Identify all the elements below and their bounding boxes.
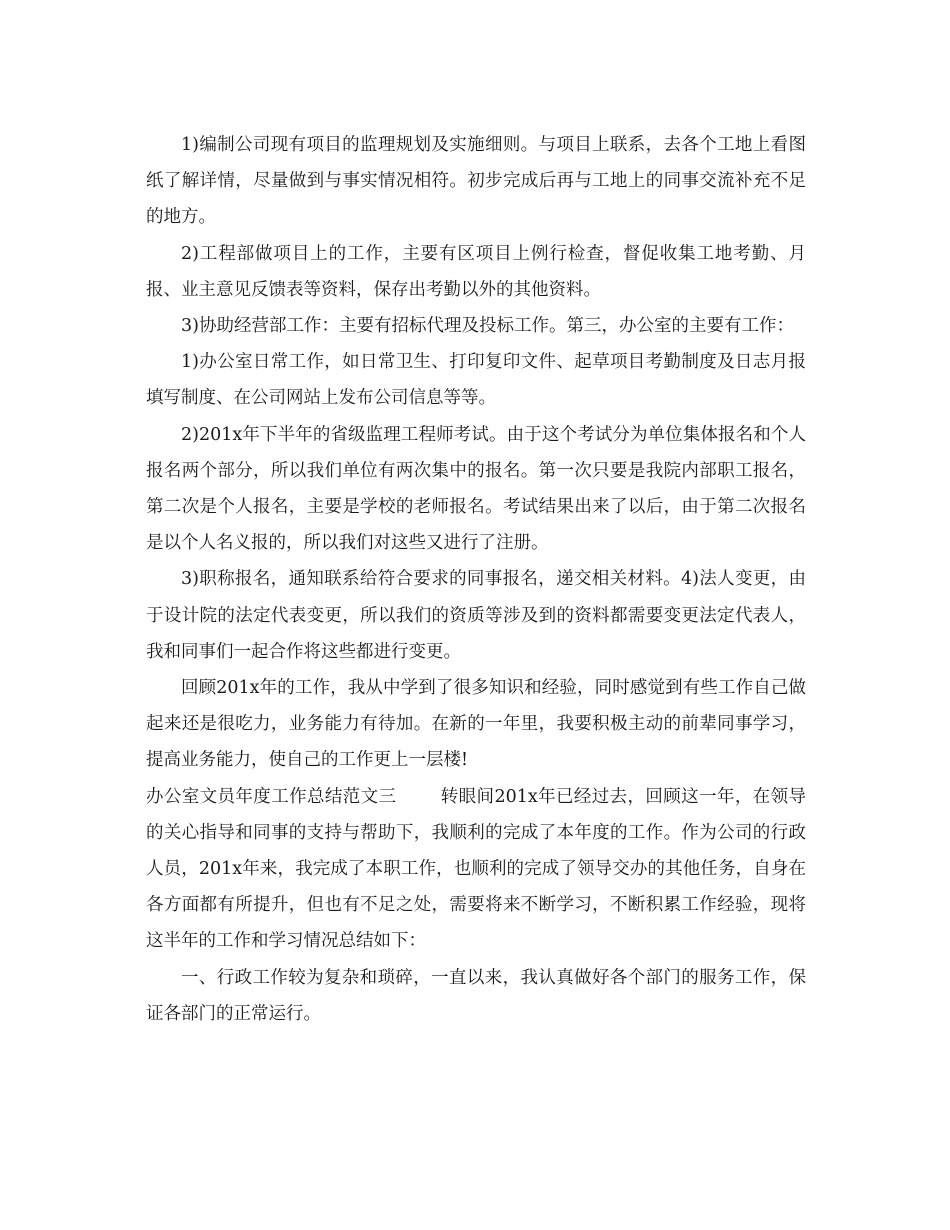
final-paragraph: 一、行政工作较为复杂和琐碎，一直以来，我认真做好各个部门的服务工作，保证各部门的正常运行。 bbox=[146, 967, 806, 1024]
paragraph-4: 1)办公室日常工作，如日常卫生、打印复印文件、起草项目考勤制度及日志月报填写制度、在公司网站上发布公司信息等等。 bbox=[146, 352, 806, 409]
section-intro: 转眼间201x年已经过去，回顾这一年，在领导的关心指导和同事的支持与帮助下，我顺利的完成了本年度的工作。作为公司的行政人员，201x年来，我完成了本职工作，也顺利的完成了领导交办的其他任务，自身在各方面都有所提升，但也有不足之处，需要将来不断学习，不断积累工作经验，现将这半年的工作和学习情况总结如下： bbox=[146, 786, 806, 952]
paragraph-1: 1)编制公司现有项目的监理规划及实施细则。与项目上联系，去各个工地上看图纸了解详情，尽量做到与事实情况相符。初步完成后再与工地上的同事交流补充不足的地方。 bbox=[146, 135, 806, 228]
paragraph-6: 3)职称报名，通知联系给符合要求的同事报名，递交相关材料。4)法人变更，由于设计院的法定代表变更，所以我们的资质等涉及到的资料都需要变更法定代表人，我和同事们一起合作将这些都进行变更。 bbox=[146, 569, 806, 662]
paragraph-2: 2)工程部做项目上的工作，主要有区项目上例行检查，督促收集工地考勤、月报、业主意见反馈表等资料，保存出考勤以外的其他资料。 bbox=[146, 243, 806, 300]
section-title: 办公室文员年度工作总结范文三 bbox=[146, 786, 397, 807]
paragraph-7: 回顾201x年的工作，我从中学到了很多知识和经验，同时感觉到有些工作自己做起来还是很吃力，业务能力有待加。在新的一年里，我要积极主动的前辈同事学习，提高业务能力，使自己的工作更上一层楼! bbox=[146, 678, 806, 771]
paragraph-5: 2)201x年下半年的省级监理工程师考试。由于这个考试分为单位集体报名和个人报名两个部分，所以我们单位有两次集中的报名。第一次只要是我院内部职工报名，第二次是个人报名，主要是学校的老师报名。考试结果出来了以后，由于第二次报名是以个人名义报的，所以我们对这些又进行了注册。 bbox=[146, 424, 806, 554]
document-body bbox=[146, 127, 806, 1032]
paragraph-3: 3)协助经营部工作：主要有招标代理及投标工作。第三，办公室的主要有工作： bbox=[181, 316, 794, 337]
section-paragraph bbox=[146, 779, 806, 960]
